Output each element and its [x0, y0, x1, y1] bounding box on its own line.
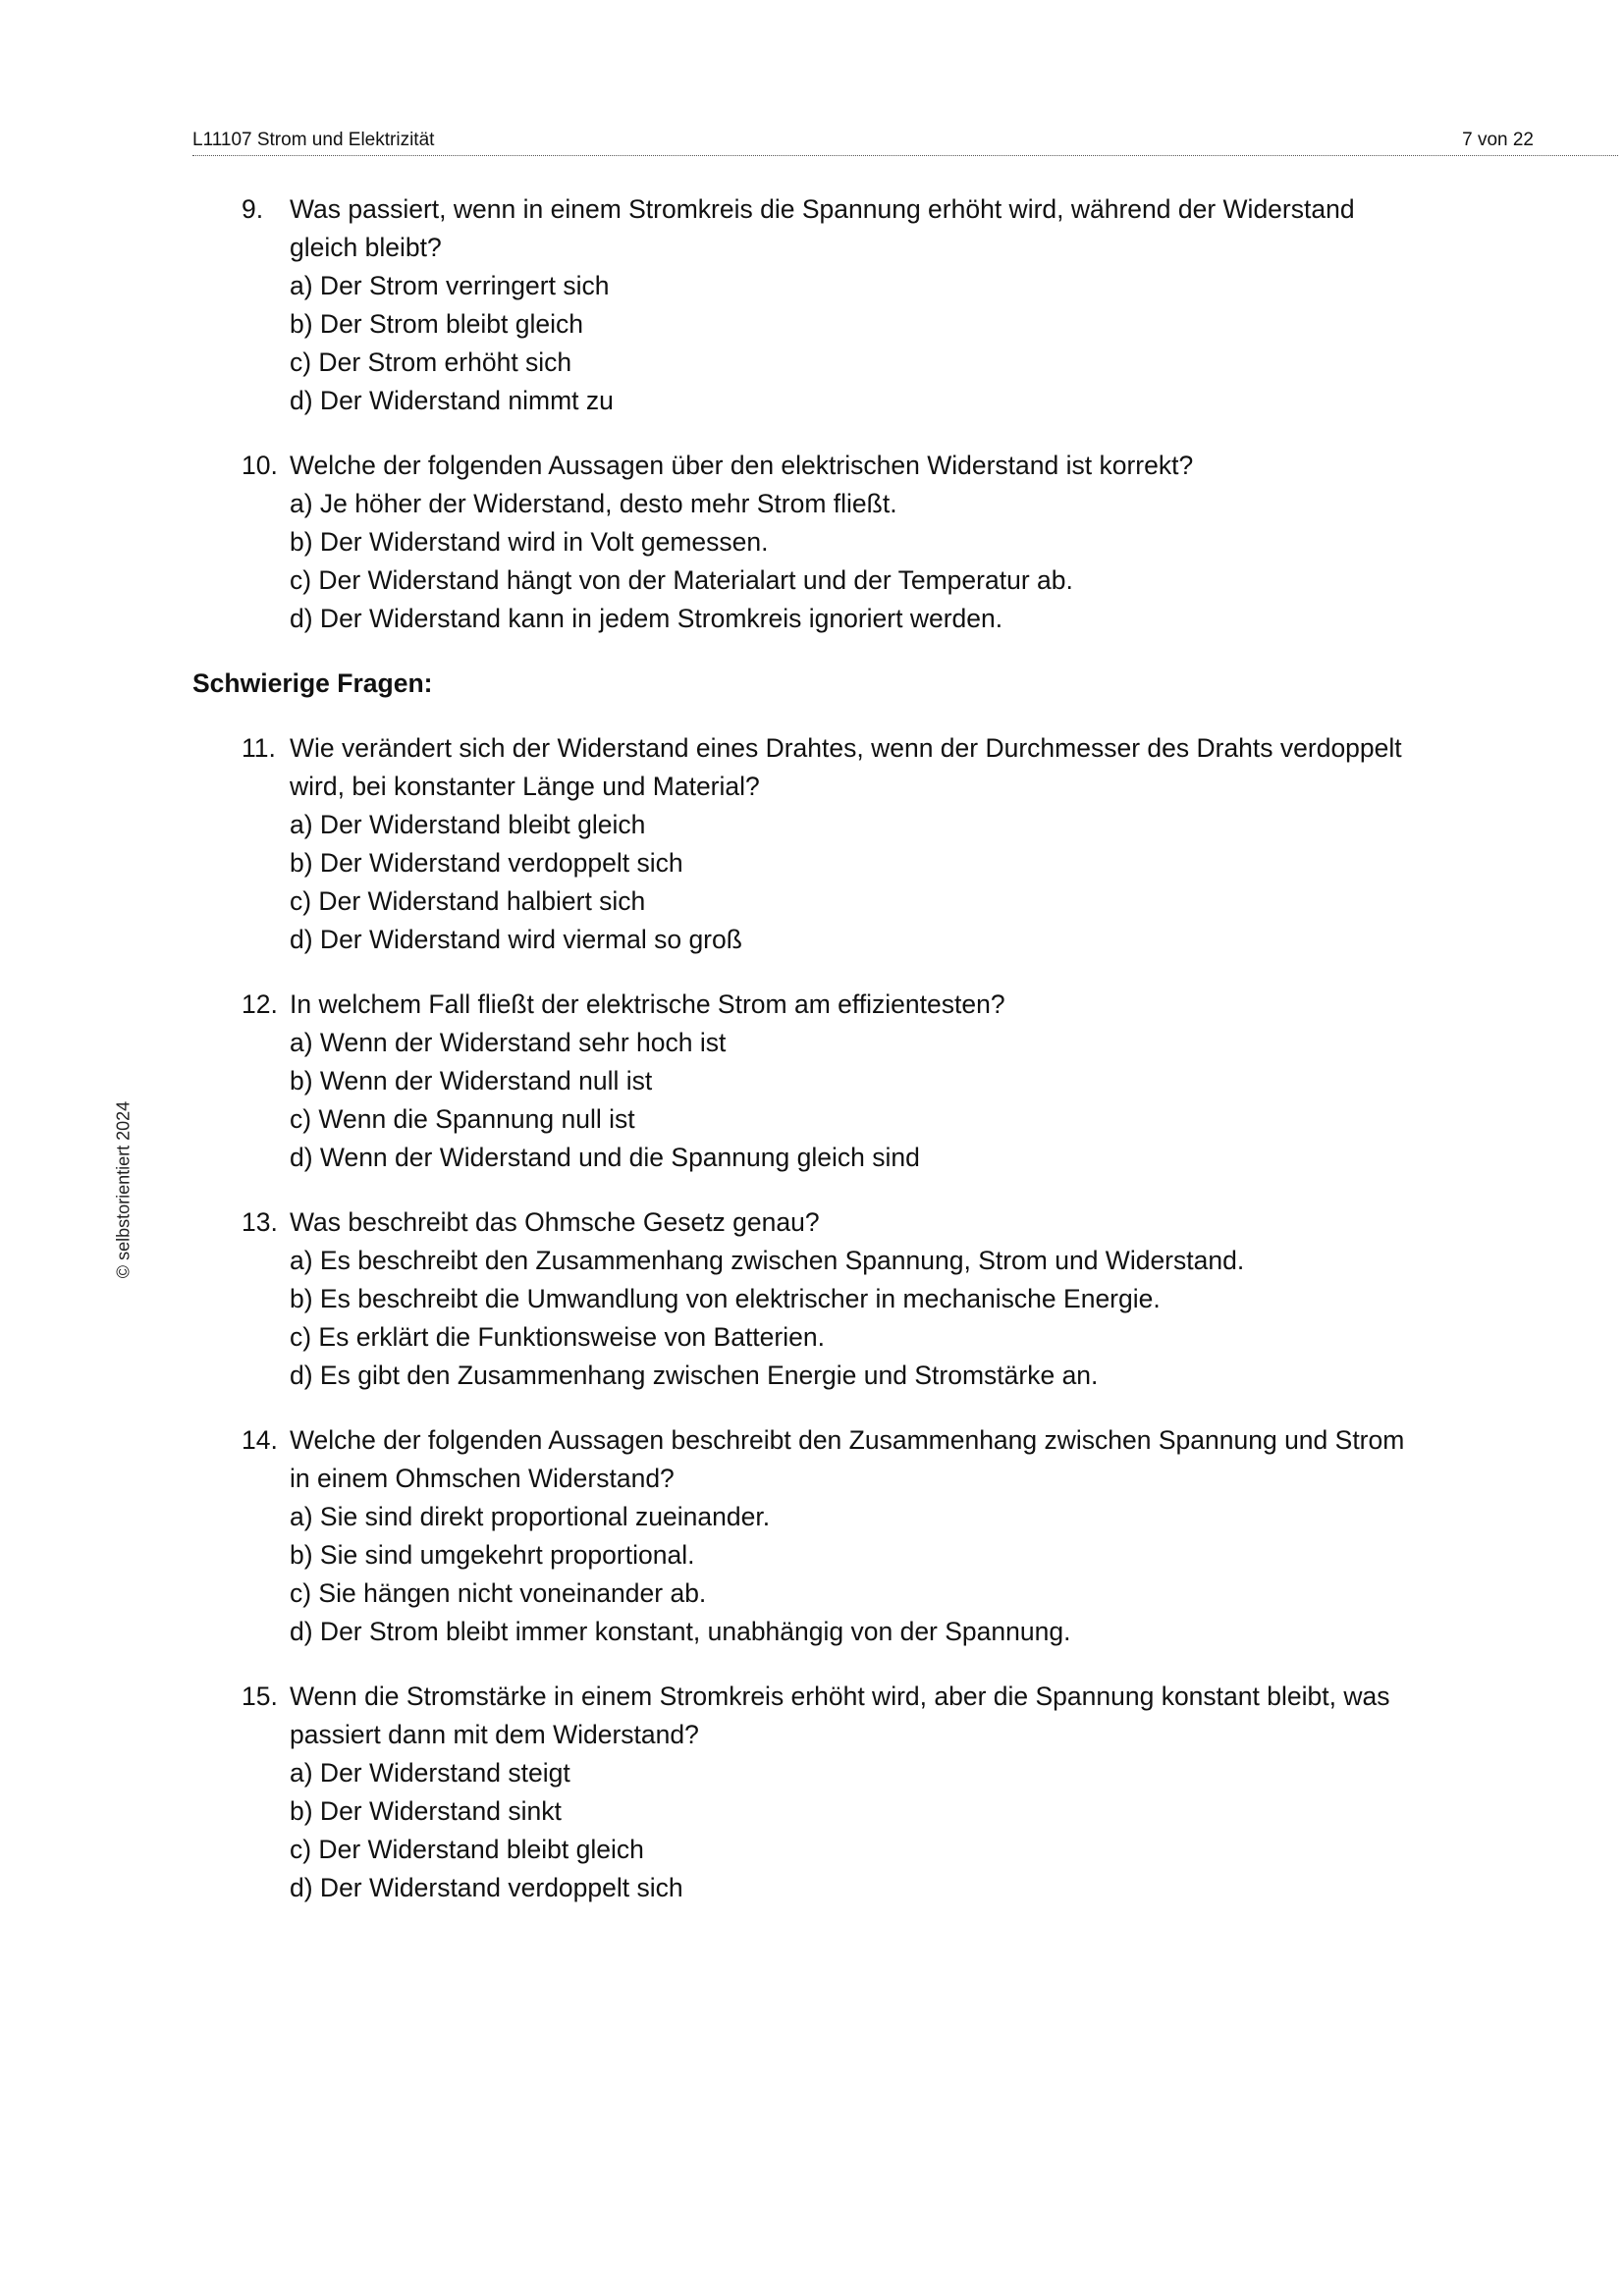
question-15: [192, 1678, 1469, 1907]
copyright-notice: © selbstorientiert 2024: [113, 1100, 134, 1279]
question-9: [192, 190, 1469, 420]
answer-option-d: d) Der Widerstand kann in jedem Stromkreis ignoriert werden.: [290, 604, 1003, 633]
answer-option-b: b) Wenn der Widerstand null ist: [290, 1066, 653, 1095]
answer-option-b: b) Der Strom bleibt gleich: [290, 309, 583, 339]
question-number: 11.: [242, 733, 276, 763]
answer-option-a: a) Wenn der Widerstand sehr hoch ist: [290, 1028, 727, 1057]
question-11: [192, 729, 1469, 959]
question-text: Welche der folgenden Aussagen beschreibt den Zusammenhang zwischen Spannung und Strom in einem Ohmschen Widerstand?: [290, 1425, 1405, 1493]
answer-option-d: d) Der Widerstand verdoppelt sich: [290, 1873, 683, 1902]
question-list: [192, 190, 1469, 1934]
section-heading: Schwierige Fragen:: [192, 668, 433, 698]
question-text: Was beschreibt das Ohmsche Gesetz genau?: [290, 1207, 820, 1237]
answer-option-d: d) Es gibt den Zusammenhang zwischen Energie und Stromstärke an.: [290, 1361, 1099, 1390]
answer-option-d: d) Der Widerstand wird viermal so groß: [290, 925, 742, 954]
answer-option-a: a) Der Widerstand steigt: [290, 1758, 570, 1788]
answer-option-c: c) Der Widerstand bleibt gleich: [290, 1835, 644, 1864]
page-header: [192, 128, 1618, 156]
answer-option-a: a) Der Strom verringert sich: [290, 271, 610, 300]
question-number: 13.: [242, 1207, 278, 1237]
page-number: 7 von 22: [1462, 130, 1534, 150]
question-14: [192, 1421, 1469, 1651]
question-text: Wie verändert sich der Widerstand eines Drahtes, wenn der Durchmesser des Drahts verdoppelt wird, bei konstanter Länge und Material?: [290, 733, 1402, 801]
question-number: 14.: [242, 1425, 278, 1455]
answer-option-a: a) Je höher der Widerstand, desto mehr Strom fließt.: [290, 489, 897, 518]
answer-option-b: b) Der Widerstand wird in Volt gemessen.: [290, 527, 769, 557]
answer-option-a: a) Sie sind direkt proportional zueinander.: [290, 1502, 771, 1531]
answer-option-d: d) Wenn der Widerstand und die Spannung gleich sind: [290, 1143, 920, 1172]
answer-option-d: d) Der Strom bleibt immer konstant, unabhängig von der Spannung.: [290, 1617, 1071, 1646]
question-text: In welchem Fall fließt der elektrische Strom am effizientesten?: [290, 989, 1005, 1019]
answer-option-a: a) Es beschreibt den Zusammenhang zwischen Spannung, Strom und Widerstand.: [290, 1246, 1245, 1275]
answer-option-b: b) Es beschreibt die Umwandlung von elektrischer in mechanische Energie.: [290, 1284, 1161, 1313]
question-13: [192, 1203, 1469, 1395]
answer-option-c: c) Wenn die Spannung null ist: [290, 1104, 635, 1134]
question-10: [192, 447, 1469, 638]
question-number: 15.: [242, 1682, 278, 1711]
answer-option-c: c) Der Strom erhöht sich: [290, 347, 572, 377]
answer-option-b: b) Sie sind umgekehrt proportional.: [290, 1540, 695, 1570]
answer-option-c: c) Der Widerstand halbiert sich: [290, 886, 646, 916]
question-number: 9.: [242, 194, 264, 224]
answer-option-c: c) Der Widerstand hängt von der Materialart und der Temperatur ab.: [290, 565, 1073, 595]
answer-option-b: b) Der Widerstand verdoppelt sich: [290, 848, 683, 878]
question-text: Wenn die Stromstärke in einem Stromkreis erhöht wird, aber die Spannung konstant bleibt, was passiert dann mit dem Widerstand?: [290, 1682, 1390, 1749]
answer-option-c: c) Sie hängen nicht voneinander ab.: [290, 1578, 707, 1608]
document-title: L11107 Strom und Elektrizität: [192, 130, 435, 150]
question-text: Was passiert, wenn in einem Stromkreis die Spannung erhöht wird, während der Widerstand gleich bleibt?: [290, 194, 1355, 262]
answer-option-a: a) Der Widerstand bleibt gleich: [290, 810, 646, 839]
answer-option-b: b) Der Widerstand sinkt: [290, 1796, 562, 1826]
question-text: Welche der folgenden Aussagen über den elektrischen Widerstand ist korrekt?: [290, 451, 1194, 480]
answer-option-c: c) Es erklärt die Funktionsweise von Batterien.: [290, 1322, 825, 1352]
answer-option-d: d) Der Widerstand nimmt zu: [290, 386, 614, 415]
question-12: [192, 986, 1469, 1177]
question-number: 12.: [242, 989, 278, 1019]
question-number: 10.: [242, 451, 278, 480]
